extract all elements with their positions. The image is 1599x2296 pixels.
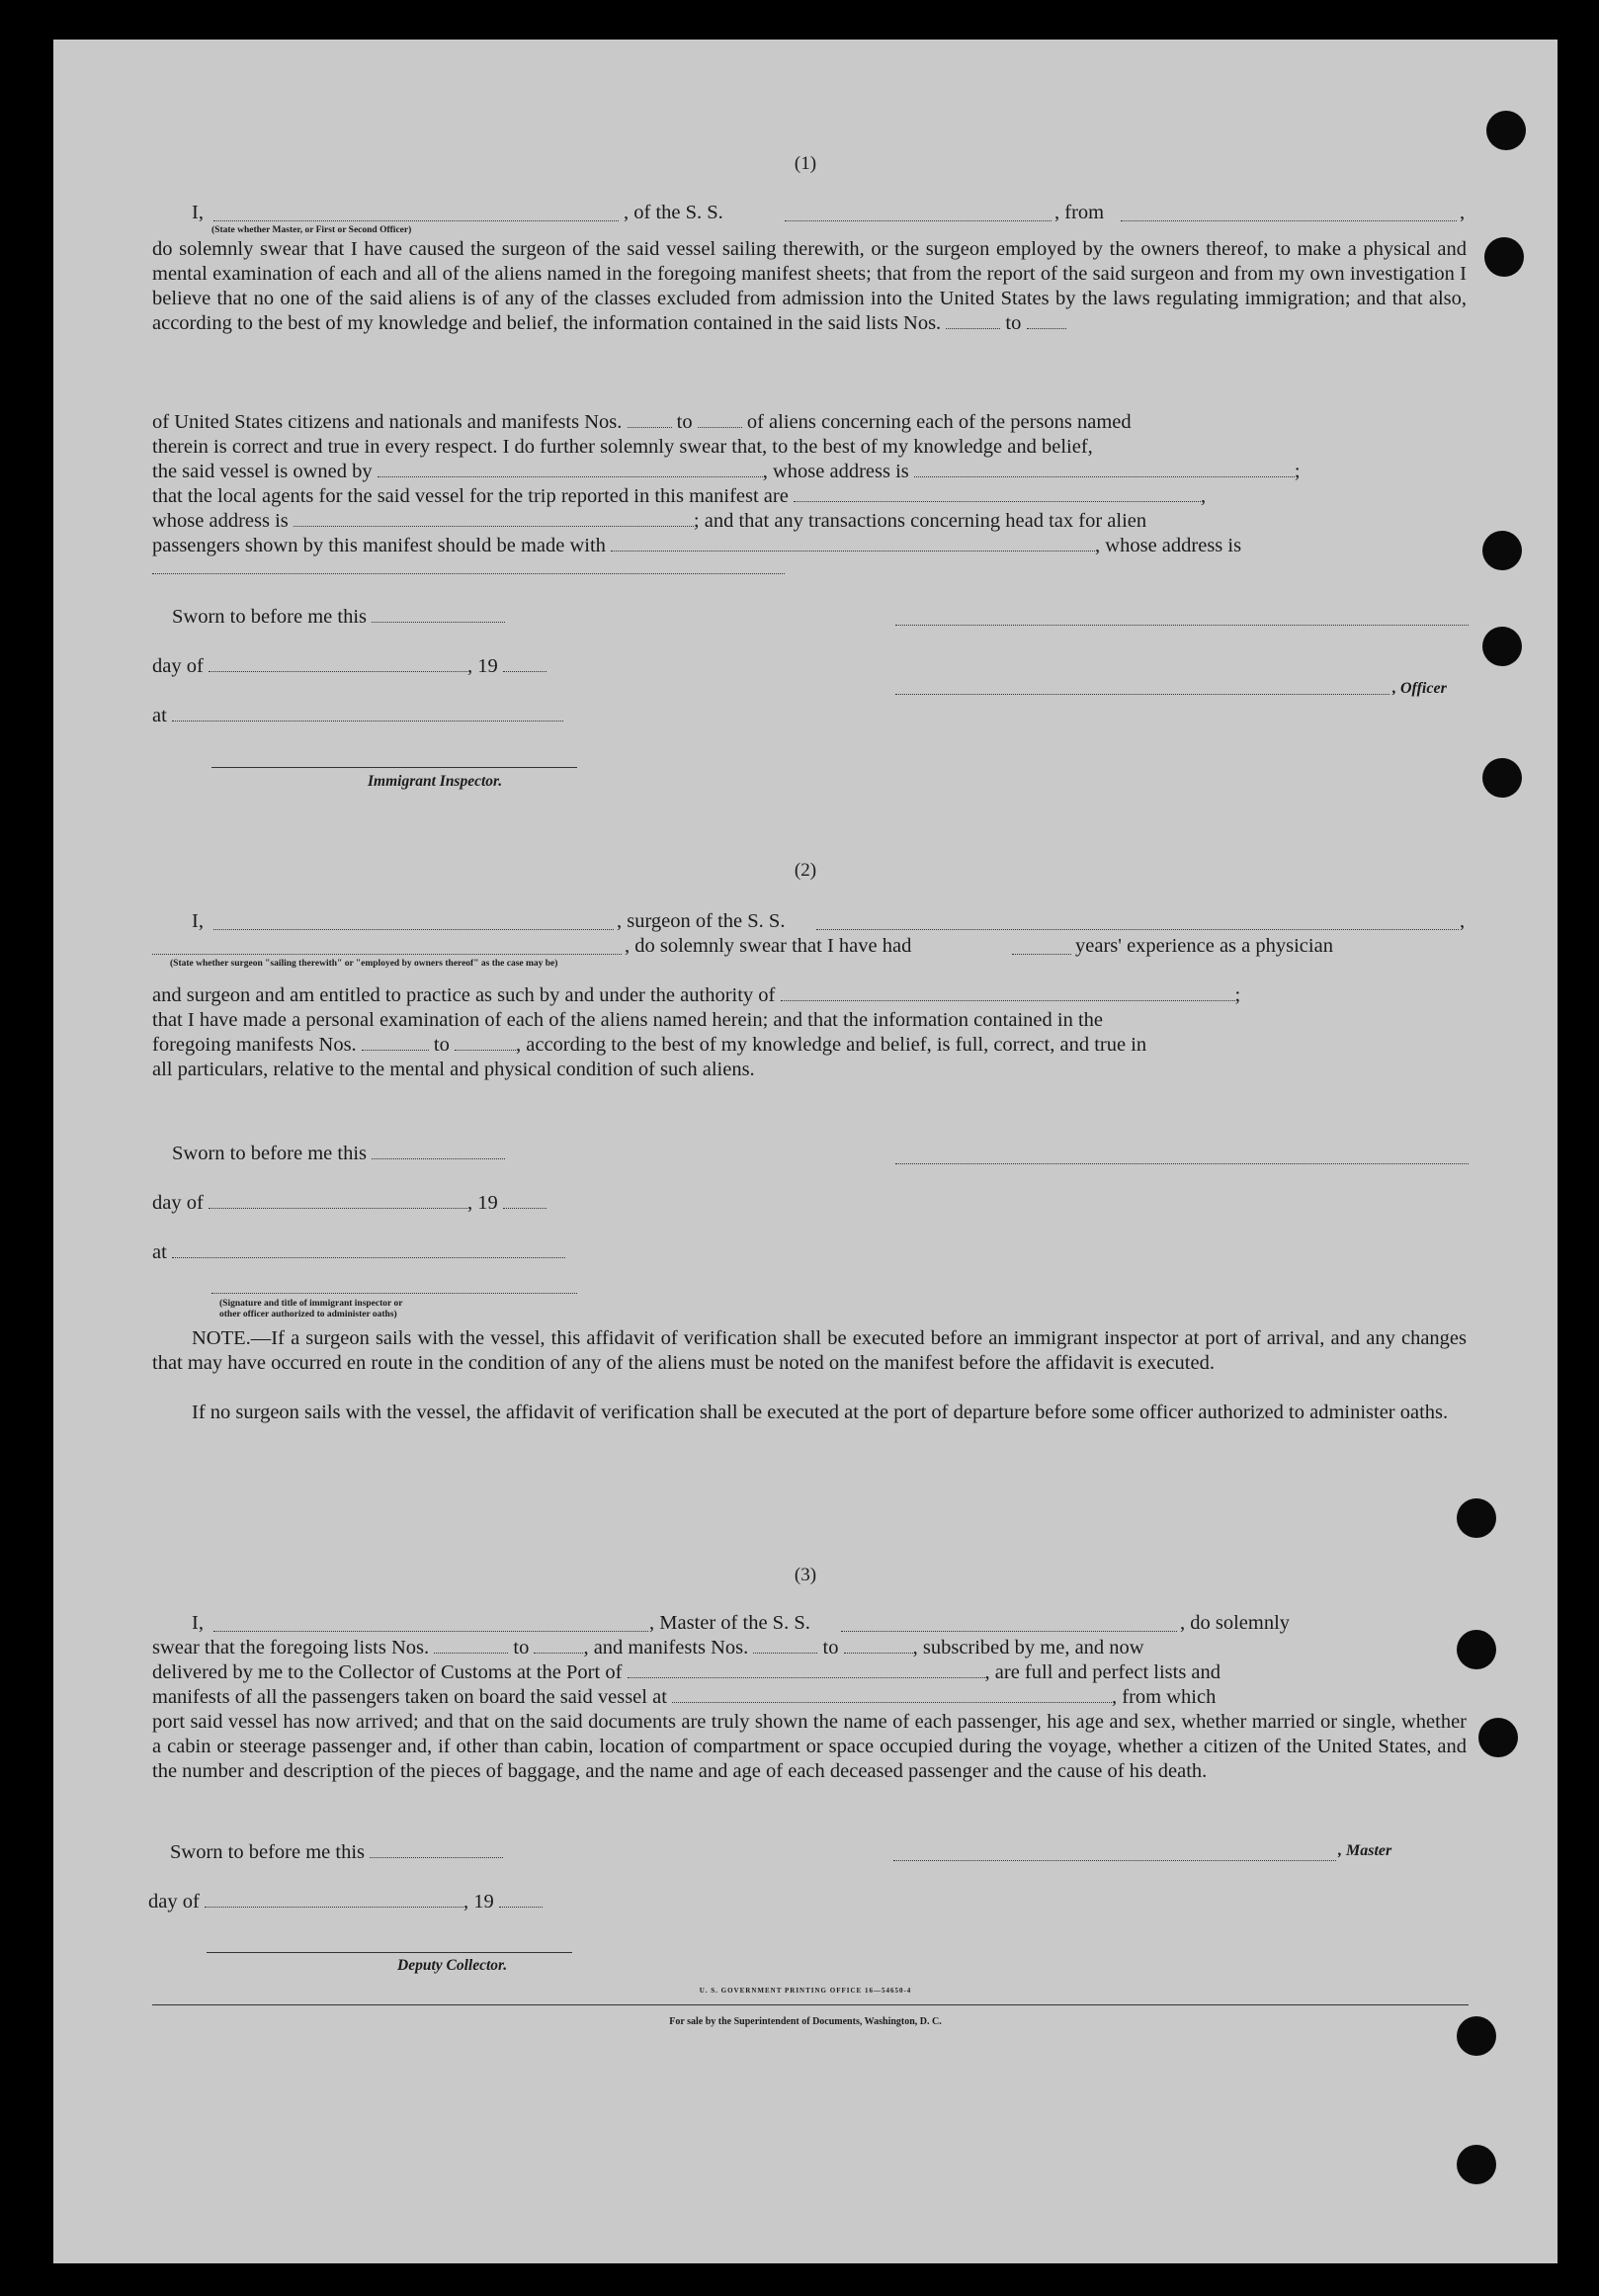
manifests-from-field[interactable]	[628, 413, 672, 428]
inspector-signature-field[interactable]	[211, 767, 577, 768]
punch-hole	[1482, 627, 1522, 666]
port-field[interactable]	[628, 1663, 985, 1678]
place-field[interactable]	[172, 1243, 565, 1258]
master-lists-from-field[interactable]	[434, 1639, 508, 1654]
signature-caption: (Signature and title of immigrant inspector or other officer authorized to administer oaths)	[219, 1299, 403, 1319]
date-line: day of , 19	[152, 654, 1467, 679]
owner-line: the said vessel is owned by , whose address is ;	[152, 461, 1301, 482]
place-line: at	[152, 704, 1467, 728]
manifests-line: of United States citizens and nationals and manifests Nos. to of aliens concerning each of the persons named	[152, 411, 1132, 433]
officer-signature-field[interactable]	[895, 625, 1469, 626]
collector-label: Deputy Collector.	[397, 1957, 508, 1974]
boarding-line: manifests of all the passengers taken on board the said vessel at , from which	[152, 1686, 1217, 1708]
section-number: (2)	[794, 860, 817, 881]
master-label: , Master	[1338, 1842, 1392, 1859]
sworn-day-field[interactable]	[370, 1843, 503, 1858]
month-field[interactable]	[209, 1194, 467, 1209]
punch-hole	[1478, 1718, 1518, 1757]
sworn-day-field[interactable]	[372, 1145, 505, 1159]
collector-signature-field[interactable]	[207, 1952, 572, 1953]
year-field[interactable]	[499, 1893, 543, 1908]
officer-caption: (State whether Master, or First or Second Officer)	[211, 225, 412, 235]
authority-field[interactable]	[781, 986, 1235, 1001]
surgeon-manifests-line: foregoing manifests Nos. to , according to the best of my knowledge and belief, is full, correct, and true in	[152, 1034, 1147, 1056]
headtax-address-field[interactable]	[152, 573, 785, 574]
sworn-line: Sworn to before me this	[170, 1840, 1484, 1865]
agents-field[interactable]	[794, 487, 1201, 502]
boarding-port-field[interactable]	[672, 1688, 1112, 1703]
date-line: day of , 19	[148, 1890, 1463, 1914]
master-manifests-to-field[interactable]	[844, 1639, 913, 1654]
month-field[interactable]	[205, 1893, 463, 1908]
punch-hole	[1457, 2145, 1496, 2184]
manifests-to-field[interactable]	[698, 413, 742, 428]
officer-title-field[interactable]	[895, 694, 1389, 695]
place-field[interactable]	[172, 707, 563, 722]
examination-line: that I have made a personal examination of each of the aliens named herein; and that the information contained in the	[152, 1009, 1103, 1031]
punch-hole	[1486, 111, 1526, 150]
year-field[interactable]	[503, 1194, 547, 1209]
sale-notice: For sale by the Superintendent of Documents, Washington, D. C.	[669, 2016, 942, 2027]
years-field[interactable]	[1012, 940, 1071, 955]
manifest-verification-form: (1) I, , of the S. S. , from , (State whether Master, or First or Second Officer) do solemnly swear that I have caused the surgeon of the said vessel sailing therewith, or the surgeon employed by the owners thereof, to make a physical and mental examination of each and all of the aliens named in the foregoing manifest sheets; that from the report of the said surgeon and from my own investigation I believe that no one of the said aliens is of any of the classes excluded from admission into the United States by the laws regulating immigration; and that also, according to the best of my knowledge and belief, the information contained in the said lists Nos. to of United States citizens and nationals and manifests Nos. to of aliens concerning each of the persons named therein is correct and true in every respect. I do further solemnly swear that, to the best of my knowledge and belief, the said vessel is owned by , whose address is ; that the local agents for the said vessel for the trip reported in this manifest are , whose address is ; and that any transactions concerning head tax for alien passengers shown by this manifest should be made with , whose address is Sworn to before me this day of , 19 , Officer at Immigrant Inspector. (2) I, , surgeon of the S. S. , , do solemnly swear that I have had years' experience as a physician (State whether surgeon "sailing therewith" or "employed by owners thereof" as the case may be) and surgeon and am entitled to practice as such by and under the authority of ; that I have made a personal examination of each of the aliens named herein; and that the information contained in the foregoing manifests Nos. to , according to the best of my knowledge and belief, is full, correct, and true in all particulars, relative to the mental and physical condition of such aliens. Sworn to before me this day of , 19 at (Signature and title of immigrant inspector or other officer authorized to administer oaths) NOTE.—If a surgeon sails with the vessel, this affidavit of verification shall be executed before an immigrant inspector at port of arrival, and any changes that may have occurred en route in the condition of any of the aliens must be noted on the manifest before the affidavit is executed. If no surgeon sails with the vessel, the affidavit of verification shall be executed at the port of departure before some officer authorized to administer oaths. (3) I, , Master of the S. S. , do solemnly swear that the foregoing lists Nos. to , and manifests Nos. to , subscribed by me, and now delivered by me to the Collector of Customs at the Port of , are full and perfect lists and manifests of all the passengers taken on board the said vessel at , from which port said vessel has now arrived; and that on the said documents are truly shown the name of each passenger, his age and sex, whether married or single, whether a cabin or steerage passenger and, if other than cabin, location of compartment or space occupied during the voyage, whether a citizen of the United States, and the number and description of the pieces of baggage, and the name and age of each deceased passenger and the cause of his death. Sworn to before me this , Master day of , 19 Deputy Collector. U. S. GOVERNMENT PRINTING OFFICE 16—54650-4 For sale by the Superintendent of Documents, Washington, D. C.	[53, 40, 1557, 2263]
footer-rule	[152, 2004, 1469, 2005]
inspector-label: Immigrant Inspector.	[368, 773, 503, 790]
lists-line: swear that the foregoing lists Nos. to , and manifests Nos. to , subscribed by me, and now	[152, 1637, 1144, 1658]
note-paragraph-2: If no surgeon sails with the vessel, the affidavit of verification shall be executed at the port of departure before some officer authorized to administer oaths.	[192, 1402, 1449, 1423]
lists-from-field[interactable]	[946, 314, 1000, 329]
section-number: (1)	[794, 153, 817, 174]
section3-body: port said vessel has now arrived; and that on the said documents are truly shown the name of each passenger, his age and sex, whether married or single, whether a cabin or steerage passenger and, if other than cabin, location of compartment or space occupied during the voyage, whether a citizen of the United States, and the number and description of the pieces of baggage, and the name and age of each deceased passenger and the cause of his death.	[152, 1711, 1467, 1782]
printer-imprint: U. S. GOVERNMENT PRINTING OFFICE 16—54650-4	[699, 1987, 912, 1995]
from-port-field[interactable]	[1121, 207, 1457, 221]
section-number: (3)	[794, 1565, 817, 1585]
surgeon-name-field[interactable]	[213, 915, 614, 930]
agents-line: that the local agents for the said vessel for the trip reported in this manifest are ,	[152, 485, 1207, 507]
punch-hole	[1482, 531, 1522, 570]
punch-hole	[1457, 1498, 1496, 1538]
surgeon-manifests-from-field[interactable]	[362, 1036, 429, 1051]
place-line: at	[152, 1240, 1467, 1265]
administrator-signature-field[interactable]	[211, 1293, 577, 1294]
master-lists-to-field[interactable]	[534, 1639, 583, 1654]
sworn-line: Sworn to before me this	[172, 605, 1486, 630]
master-ship-field[interactable]	[841, 1617, 1177, 1632]
authority-line: and surgeon and am entitled to practice as such by and under the authority of ;	[152, 984, 1241, 1006]
punch-hole	[1484, 237, 1524, 277]
year-field[interactable]	[503, 657, 547, 672]
agents-address-line: whose address is ; and that any transactions concerning head tax for alien	[152, 510, 1147, 532]
surgeon-ship-field[interactable]	[816, 915, 1459, 930]
section1-body-2: therein is correct and true in every respect. I do further solemnly swear that, to the best of my knowledge and belief,	[152, 436, 1093, 458]
date-line: day of , 19	[152, 1191, 1467, 1216]
note-paragraph: NOTE.—If a surgeon sails with the vessel, this affidavit of verification shall be executed before an immigrant inspector at port of arrival, and any changes that may have occurred en route in the condition of any of the aliens must be noted on the manifest before the affidavit is executed.	[152, 1327, 1467, 1374]
particulars-line: all particulars, relative to the mental and physical condition of such aliens.	[152, 1059, 755, 1080]
surgeon-manifests-to-field[interactable]	[455, 1036, 516, 1051]
ship-name-field[interactable]	[785, 207, 1052, 221]
headtax-line: passengers shown by this manifest should be made with , whose address is	[152, 535, 1242, 556]
owner-address-field[interactable]	[914, 463, 1295, 477]
section1-body: do solemnly swear that I have caused the surgeon of the said vessel sailing therewith, or the surgeon employed by the owners thereof, to make a physical and mental examination of each and all of the aliens named in the foregoing manifest sheets; that from the report of the said surgeon and from my own investigation I believe that no one of the said aliens is of any of the classes excluded from admission into the United States by the laws regulating immigration; and that also, according to the best of my knowledge and belief, the information contained in the said lists Nos. to	[152, 238, 1467, 334]
surgeon-signature-field[interactable]	[895, 1163, 1469, 1164]
month-field[interactable]	[209, 657, 467, 672]
lists-to-field[interactable]	[1027, 314, 1066, 329]
officer-label: , Officer	[1392, 680, 1447, 697]
sworn-day-field[interactable]	[372, 608, 505, 623]
punch-hole	[1482, 758, 1522, 798]
master-signature-field[interactable]	[893, 1860, 1336, 1861]
surgeon-caption: (State whether surgeon "sailing therewith" or "employed by owners thereof" as the case may be)	[170, 959, 558, 969]
owner-field[interactable]	[378, 463, 763, 477]
port-line: delivered by me to the Collector of Customs at the Port of , are full and perfect lists and	[152, 1661, 1221, 1683]
officer-name-field[interactable]	[213, 207, 619, 221]
headtax-contact-field[interactable]	[611, 537, 1095, 552]
agents-address-field[interactable]	[294, 512, 694, 527]
surgeon-type-field[interactable]	[152, 940, 622, 955]
master-manifests-from-field[interactable]	[753, 1639, 817, 1654]
master-name-field[interactable]	[213, 1617, 648, 1632]
sworn-line: Sworn to before me this	[172, 1142, 1486, 1166]
